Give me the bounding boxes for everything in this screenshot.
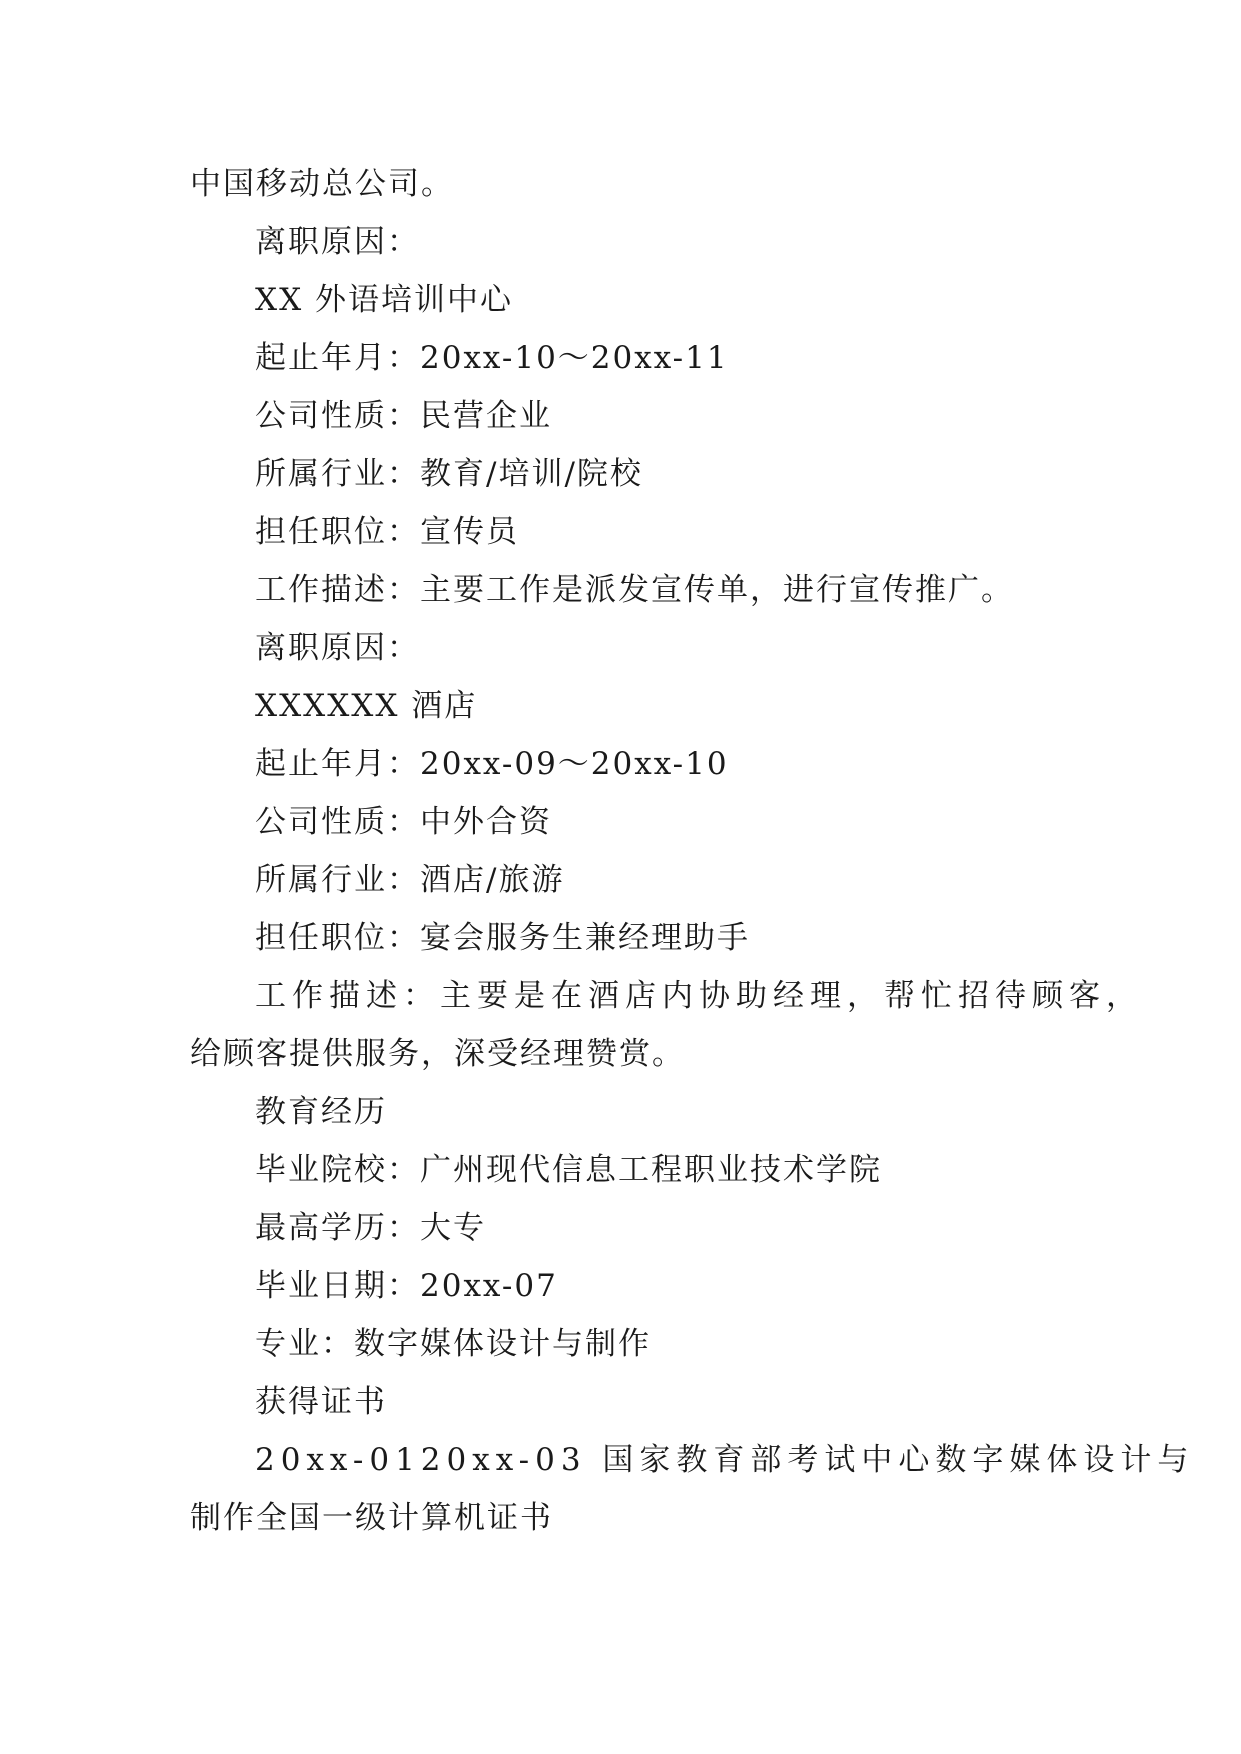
text-line: 担任职位：宣传员 [255, 514, 519, 550]
text-line: 最高学历：大专 [255, 1210, 486, 1246]
text-line: 工作描述：主要是在酒店内协助经理，帮忙招待顾客， [255, 978, 1143, 1014]
text-line: 获得证书 [255, 1384, 387, 1420]
text-line: 离职原因： [255, 630, 420, 666]
text-line: 担任职位：宴会服务生兼经理助手 [255, 920, 750, 956]
text-line: XXXXXX 酒店 [255, 688, 478, 724]
text-line: 公司性质：民营企业 [255, 398, 552, 434]
text-line: 给顾客提供服务，深受经理赞赏。 [190, 1036, 685, 1072]
text-line: 毕业日期：20xx-07 [255, 1268, 558, 1304]
text-line: 专业：数字媒体设计与制作 [255, 1326, 651, 1362]
text-line: XX 外语培训中心 [255, 282, 513, 318]
text-line: 所属行业：教育/培训/院校 [255, 456, 643, 492]
text-line: 起止年月：20xx-09～20xx-10 [255, 746, 729, 782]
text-line: 制作全国一级计算机证书 [190, 1500, 553, 1536]
text-line: 中国移动总公司。 [190, 166, 454, 202]
text-line: 教育经历 [255, 1094, 387, 1130]
text-line: 离职原因： [255, 224, 420, 260]
text-line: 所属行业：酒店/旅游 [255, 862, 565, 898]
text-line: 起止年月：20xx-10～20xx-11 [255, 340, 729, 376]
text-line: 工作描述：主要工作是派发宣传单，进行宣传推广。 [255, 572, 1014, 608]
text-line: 毕业院校：广州现代信息工程职业技术学院 [255, 1152, 882, 1188]
text-line: 20xx-0120xx-03 国家教育部考试中心数字媒体设计与 [255, 1442, 1195, 1478]
text-line: 公司性质：中外合资 [255, 804, 552, 840]
